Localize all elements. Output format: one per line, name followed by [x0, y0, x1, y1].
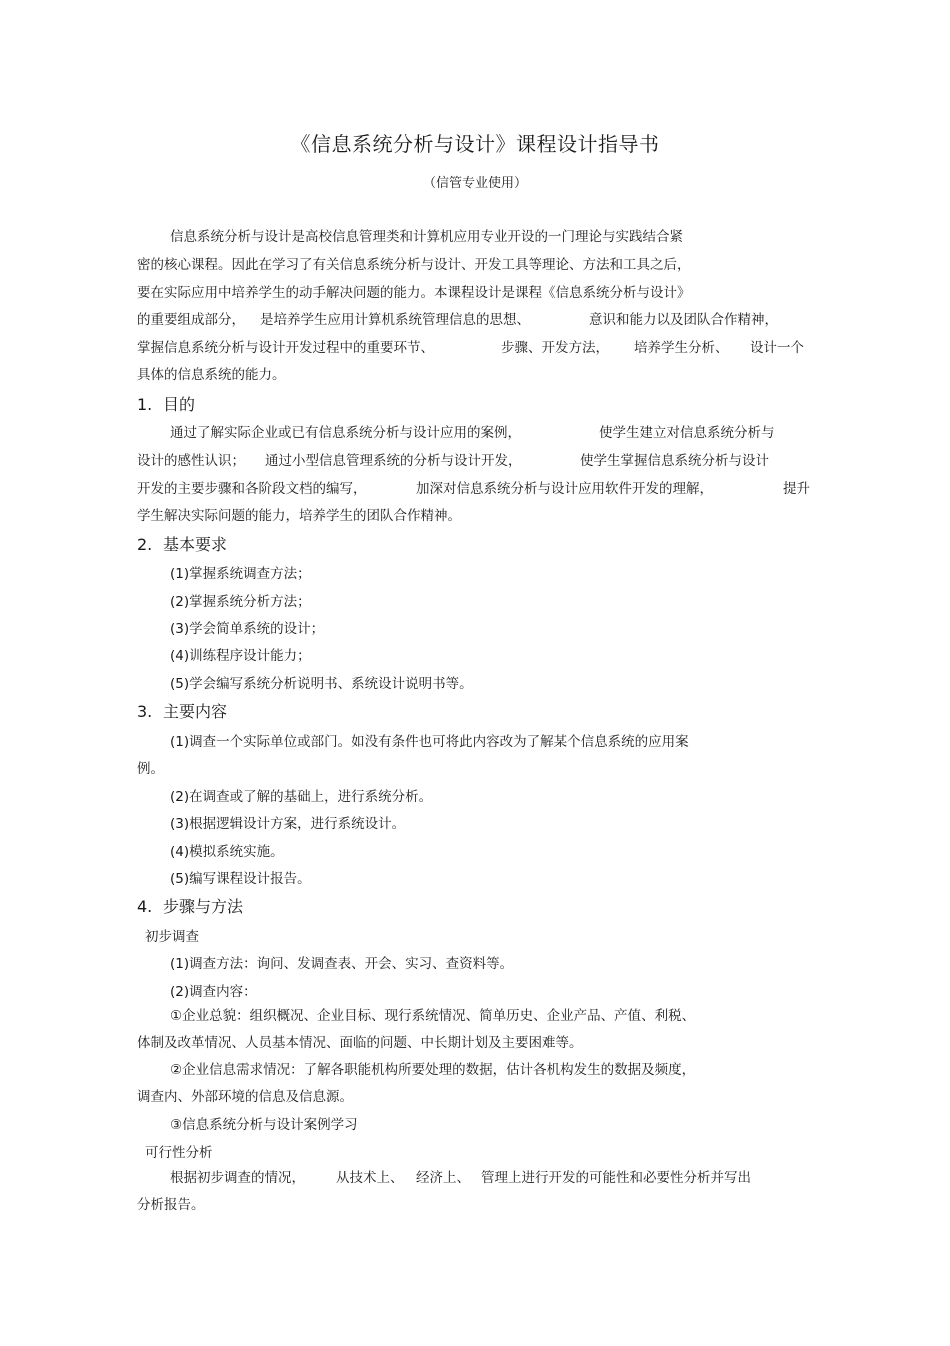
sec1-line-4: 学生解决实际问题的能力，培养学生的团队合作精神。 — [137, 508, 461, 524]
section-1-title: 目的 — [163, 395, 196, 414]
sec1-line-1a: 通过了解实际企业或已有信息系统分析与设计应用的案例， — [170, 425, 521, 441]
intro-line-4a: 的重要组成部分， — [137, 312, 245, 328]
sec4-line-3a: ①企业总貌：组织概况、企业目标、现行系统情况、简单历史、企业产品、产值、利税、 — [170, 1008, 696, 1024]
section-4-heading — [137, 897, 243, 917]
sec4-line-6b: 从技术上、 — [336, 1170, 404, 1186]
sec4-line-4b: 调查内、外部环境的信息及信息源。 — [137, 1089, 353, 1105]
document-title: 《信息系统分析与设计》课程设计指导书 — [290, 132, 660, 156]
sec4-line-1: (1)调查方法：询问、发调查表、开会、实习、查资料等。 — [170, 956, 514, 972]
intro-line-5a: 掌握信息系统分析与设计开发过程中的重要环节、 — [137, 340, 434, 356]
sec4-line-6e: 分析报告。 — [137, 1197, 205, 1213]
section-3-heading — [137, 702, 227, 722]
section-3-number: 3. — [137, 702, 153, 721]
sec2-item-4: (4)训练程序设计能力； — [170, 648, 311, 664]
sec4-subheading-1: 初步调查 — [145, 929, 199, 945]
section-1-number: 1. — [137, 395, 153, 414]
sec4-subheading-2: 可行性分析 — [145, 1145, 213, 1161]
sec1-line-2a: 设计的感性认识； — [137, 453, 245, 469]
intro-line-6: 具体的信息系统的能力。 — [137, 367, 286, 383]
sec3-item-1b: 例。 — [137, 761, 164, 777]
sec4-line-3b: 体制及改革情况、人员基本情况、面临的问题、中长期计划及主要困难等。 — [137, 1035, 583, 1051]
sec2-item-1: (1)掌握系统调查方法； — [170, 566, 311, 582]
section-2-title: 基本要求 — [163, 535, 228, 554]
sec1-line-3c: 提升 — [783, 481, 810, 497]
sec2-item-2: (2)掌握系统分析方法； — [170, 594, 311, 610]
section-2-heading — [137, 535, 227, 555]
sec4-line-5: ③信息系统分析与设计案例学习 — [170, 1117, 358, 1133]
sec1-line-2b: 通过小型信息管理系统的分析与设计开发， — [265, 453, 522, 469]
sec3-item-2: (2)在调查或了解的基础上，进行系统分析。 — [170, 789, 433, 805]
sec1-line-3b: 加深对信息系统分析与设计应用软件开发的理解， — [416, 481, 713, 497]
sec3-item-1a: (1)调查一个实际单位或部门。如没有条件也可将此内容改为了解某个信息系统的应用案 — [170, 734, 689, 750]
section-3-title: 主要内容 — [163, 702, 228, 721]
intro-line-5d: 设计一个 — [750, 340, 804, 356]
sec2-item-3: (3)学会简单系统的设计； — [170, 621, 325, 637]
document-subtitle: （信管专业使用） — [422, 176, 527, 191]
sec1-line-1b: 使学生建立对信息系统分析与 — [599, 425, 775, 441]
sec1-line-2c: 使学生掌握信息系统分析与设计 — [580, 453, 769, 469]
sec4-line-6d: 管理上进行开发的可能性和必要性分析并写出 — [481, 1170, 751, 1186]
sec3-item-3: (3)根据逻辑设计方案，进行系统设计。 — [170, 816, 406, 832]
sec4-line-2: (2)调查内容： — [170, 984, 257, 1000]
intro-line-5c: 培养学生分析、 — [634, 340, 729, 356]
intro-line-4c: 意识和能力以及团队合作精神， — [589, 312, 778, 328]
intro-line-3: 要在实际应用中培养学生的动手解决问题的能力。本课程设计是课程《信息系统分析与设计》 — [137, 285, 691, 301]
sec4-line-6c: 经济上、 — [416, 1170, 470, 1186]
sec4-line-6a: 根据初步调查的情况， — [170, 1170, 305, 1186]
section-4-number: 4. — [137, 897, 153, 916]
sec2-item-5: (5)学会编写系统分析说明书、系统设计说明书等。 — [170, 676, 473, 692]
intro-line-1: 信息系统分析与设计是高校信息管理类和计算机应用专业开设的一门理论与实践结合紧 — [170, 229, 683, 245]
section-1-heading — [137, 395, 195, 415]
sec4-line-4a: ②企业信息需求情况：了解各职能机构所要处理的数据，估计各机构发生的数据及频度， — [170, 1062, 696, 1078]
intro-line-4b: 是培养学生应用计算机系统管理信息的思想、 — [260, 312, 530, 328]
sec1-line-3a: 开发的主要步骤和各阶段文档的编写， — [137, 481, 367, 497]
section-2-number: 2. — [137, 535, 153, 554]
sec3-item-5: (5)编写课程设计报告。 — [170, 871, 311, 887]
sec3-item-4: (4)模拟系统实施。 — [170, 844, 284, 860]
intro-line-5b: 步骤、开发方法， — [501, 340, 609, 356]
section-4-title: 步骤与方法 — [163, 897, 244, 916]
intro-line-2: 密的核心课程。因此在学习了有关信息系统分析与设计、开发工具等理论、方法和工具之后， — [137, 257, 691, 273]
